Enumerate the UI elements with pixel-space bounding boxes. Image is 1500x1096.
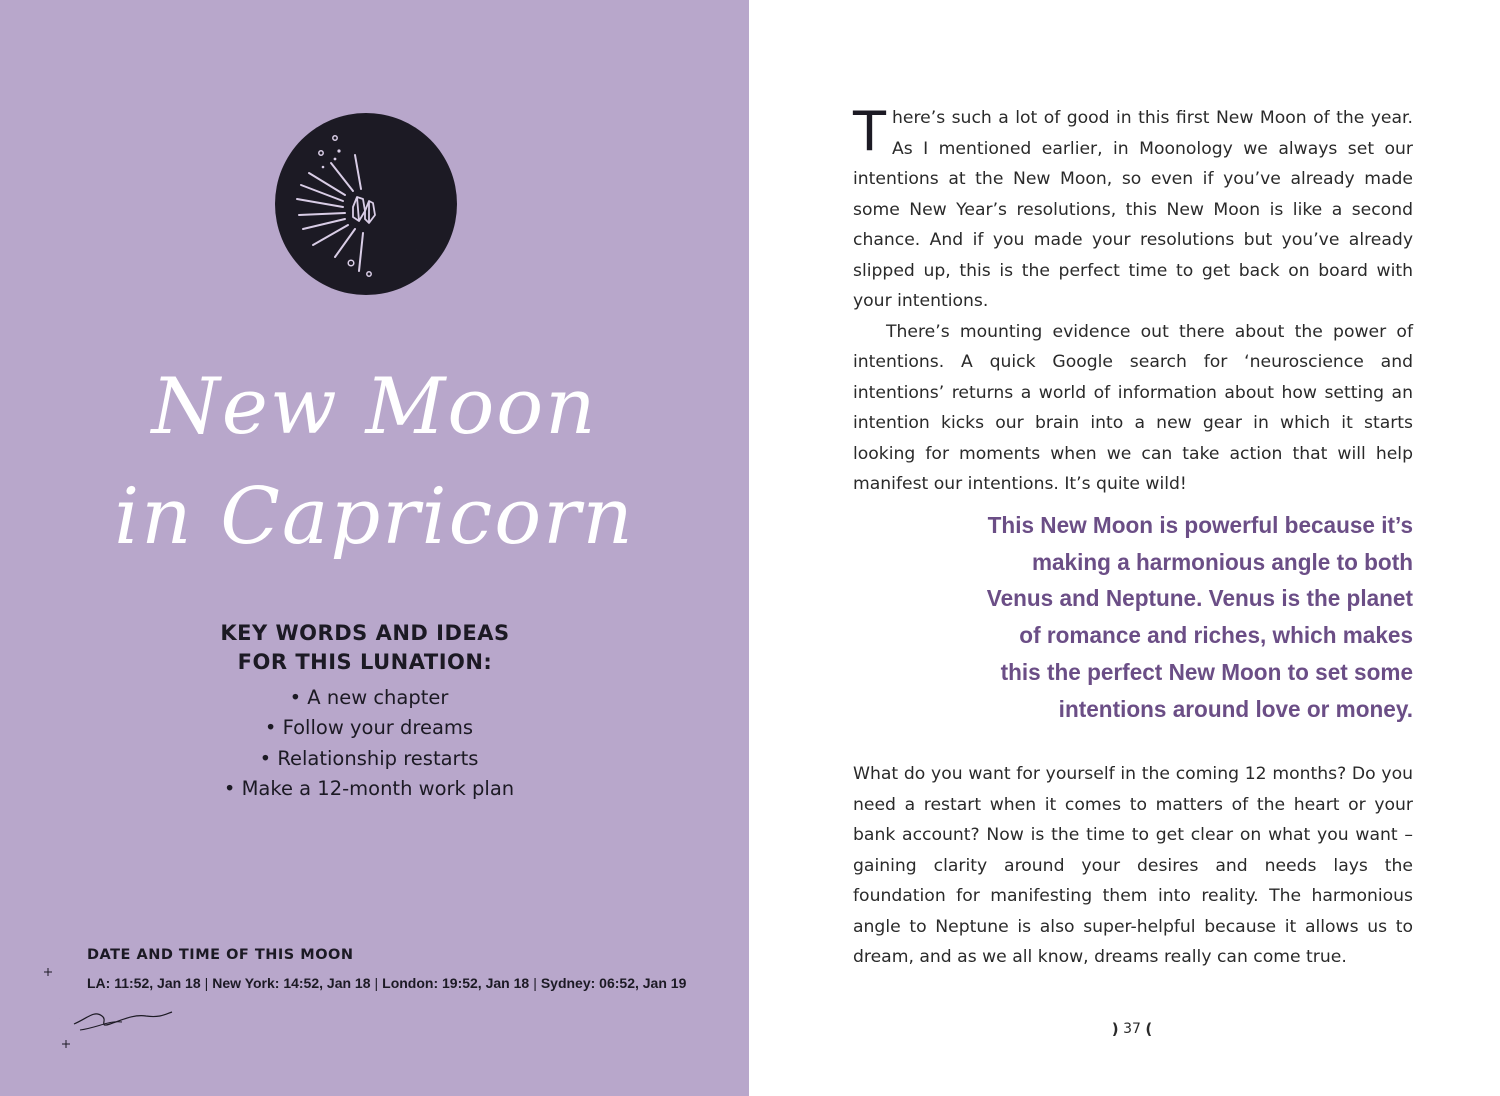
crescent-moon-crystal-emblem-icon xyxy=(273,111,459,297)
body-paragraph-1 xyxy=(853,100,1413,500)
pull-quote-line: This New Moon is powerful because it’s xyxy=(987,512,1413,538)
pull-quote-line: Venus and Neptune. Venus is the planet xyxy=(986,585,1413,612)
drop-cap: T xyxy=(853,100,886,163)
pull-quote-line: this the perfect New Moon to set some xyxy=(1000,658,1413,685)
keyword-item: • A new chapter xyxy=(0,683,738,713)
time-new-york: New York: 14:52, Jan 18 xyxy=(212,975,371,991)
pull-quote-line: of romance and riches, which makes xyxy=(1019,622,1413,649)
separator: | xyxy=(374,975,379,991)
keywords-heading-line-2: FOR THIS LUNATION: xyxy=(237,650,493,674)
keyword-item: • Follow your dreams xyxy=(0,713,738,743)
page-footer xyxy=(1100,1020,1164,1038)
time-sydney: Sydney: 06:52, Jan 19 xyxy=(540,975,687,991)
keywords-heading xyxy=(0,619,730,677)
waning-moon-icon: ( xyxy=(1145,1020,1153,1038)
chapter-title-line-1: New Moon xyxy=(151,362,598,452)
moon-date-heading: DATE AND TIME OF THIS MOON xyxy=(87,947,354,963)
body-paragraph-3: What do you want for yourself in the coming 12 months? Do you need a restart when it comes to matters of the heart or your bank account? Now is the time to get clear on what you want – gaining clarity around your desires and needs lays the foundation for manifesting them into reality. The harmonious angle to Neptune is also super-helpful because it allows us to dream, and as we all know, dreams really can come true. xyxy=(853,764,1413,967)
crescent-moon-ornament-icon xyxy=(36,958,176,1050)
separator: | xyxy=(533,975,537,991)
pull-quote-line: making a harmonious angle to both xyxy=(1031,548,1413,575)
keyword-item: • Make a 12-month work plan xyxy=(0,774,738,804)
body-paragraph-2: There’s mounting evidence out there about the power of intentions. A quick Google search for ‘neuroscience and intentions’ returns a world of information about how setting an intention kicks our brain into a new gear in which it starts looking for moments when we can take action that will help manifest our intentions. It’s quite wild! xyxy=(853,321,1413,494)
left-page xyxy=(0,0,749,1096)
time-london: London: 19:52, Jan 18 xyxy=(382,975,530,991)
pull-quote-line: intentions around love or money. xyxy=(1058,695,1413,722)
moon-date-times xyxy=(87,975,686,991)
chapter-title-line-2: in Capricorn xyxy=(114,472,635,562)
waxing-moon-icon: ) xyxy=(1111,1020,1119,1038)
keywords-heading-line-1: KEY WORDS AND IDEAS xyxy=(220,621,510,645)
keywords-list xyxy=(0,683,738,805)
pull-quote xyxy=(964,507,1413,727)
time-la: LA: 11:52, Jan 18 xyxy=(87,975,201,991)
keyword-item: • Relationship restarts xyxy=(0,744,738,774)
body-paragraph-1-text: here’s such a lot of good in this first New Moon of the year. As I mentioned earlier, in Moonology we always set our intentions at the New Moon, so even if you’ve already made some New Year’s resolutions, this New Moon is like a second chance. And if you made your resolutions but you’ve already slipped up, this is the perfect time to get back on board with your intentions. xyxy=(853,108,1413,311)
page-number: 37 xyxy=(1123,1021,1141,1037)
separator: | xyxy=(204,975,209,991)
